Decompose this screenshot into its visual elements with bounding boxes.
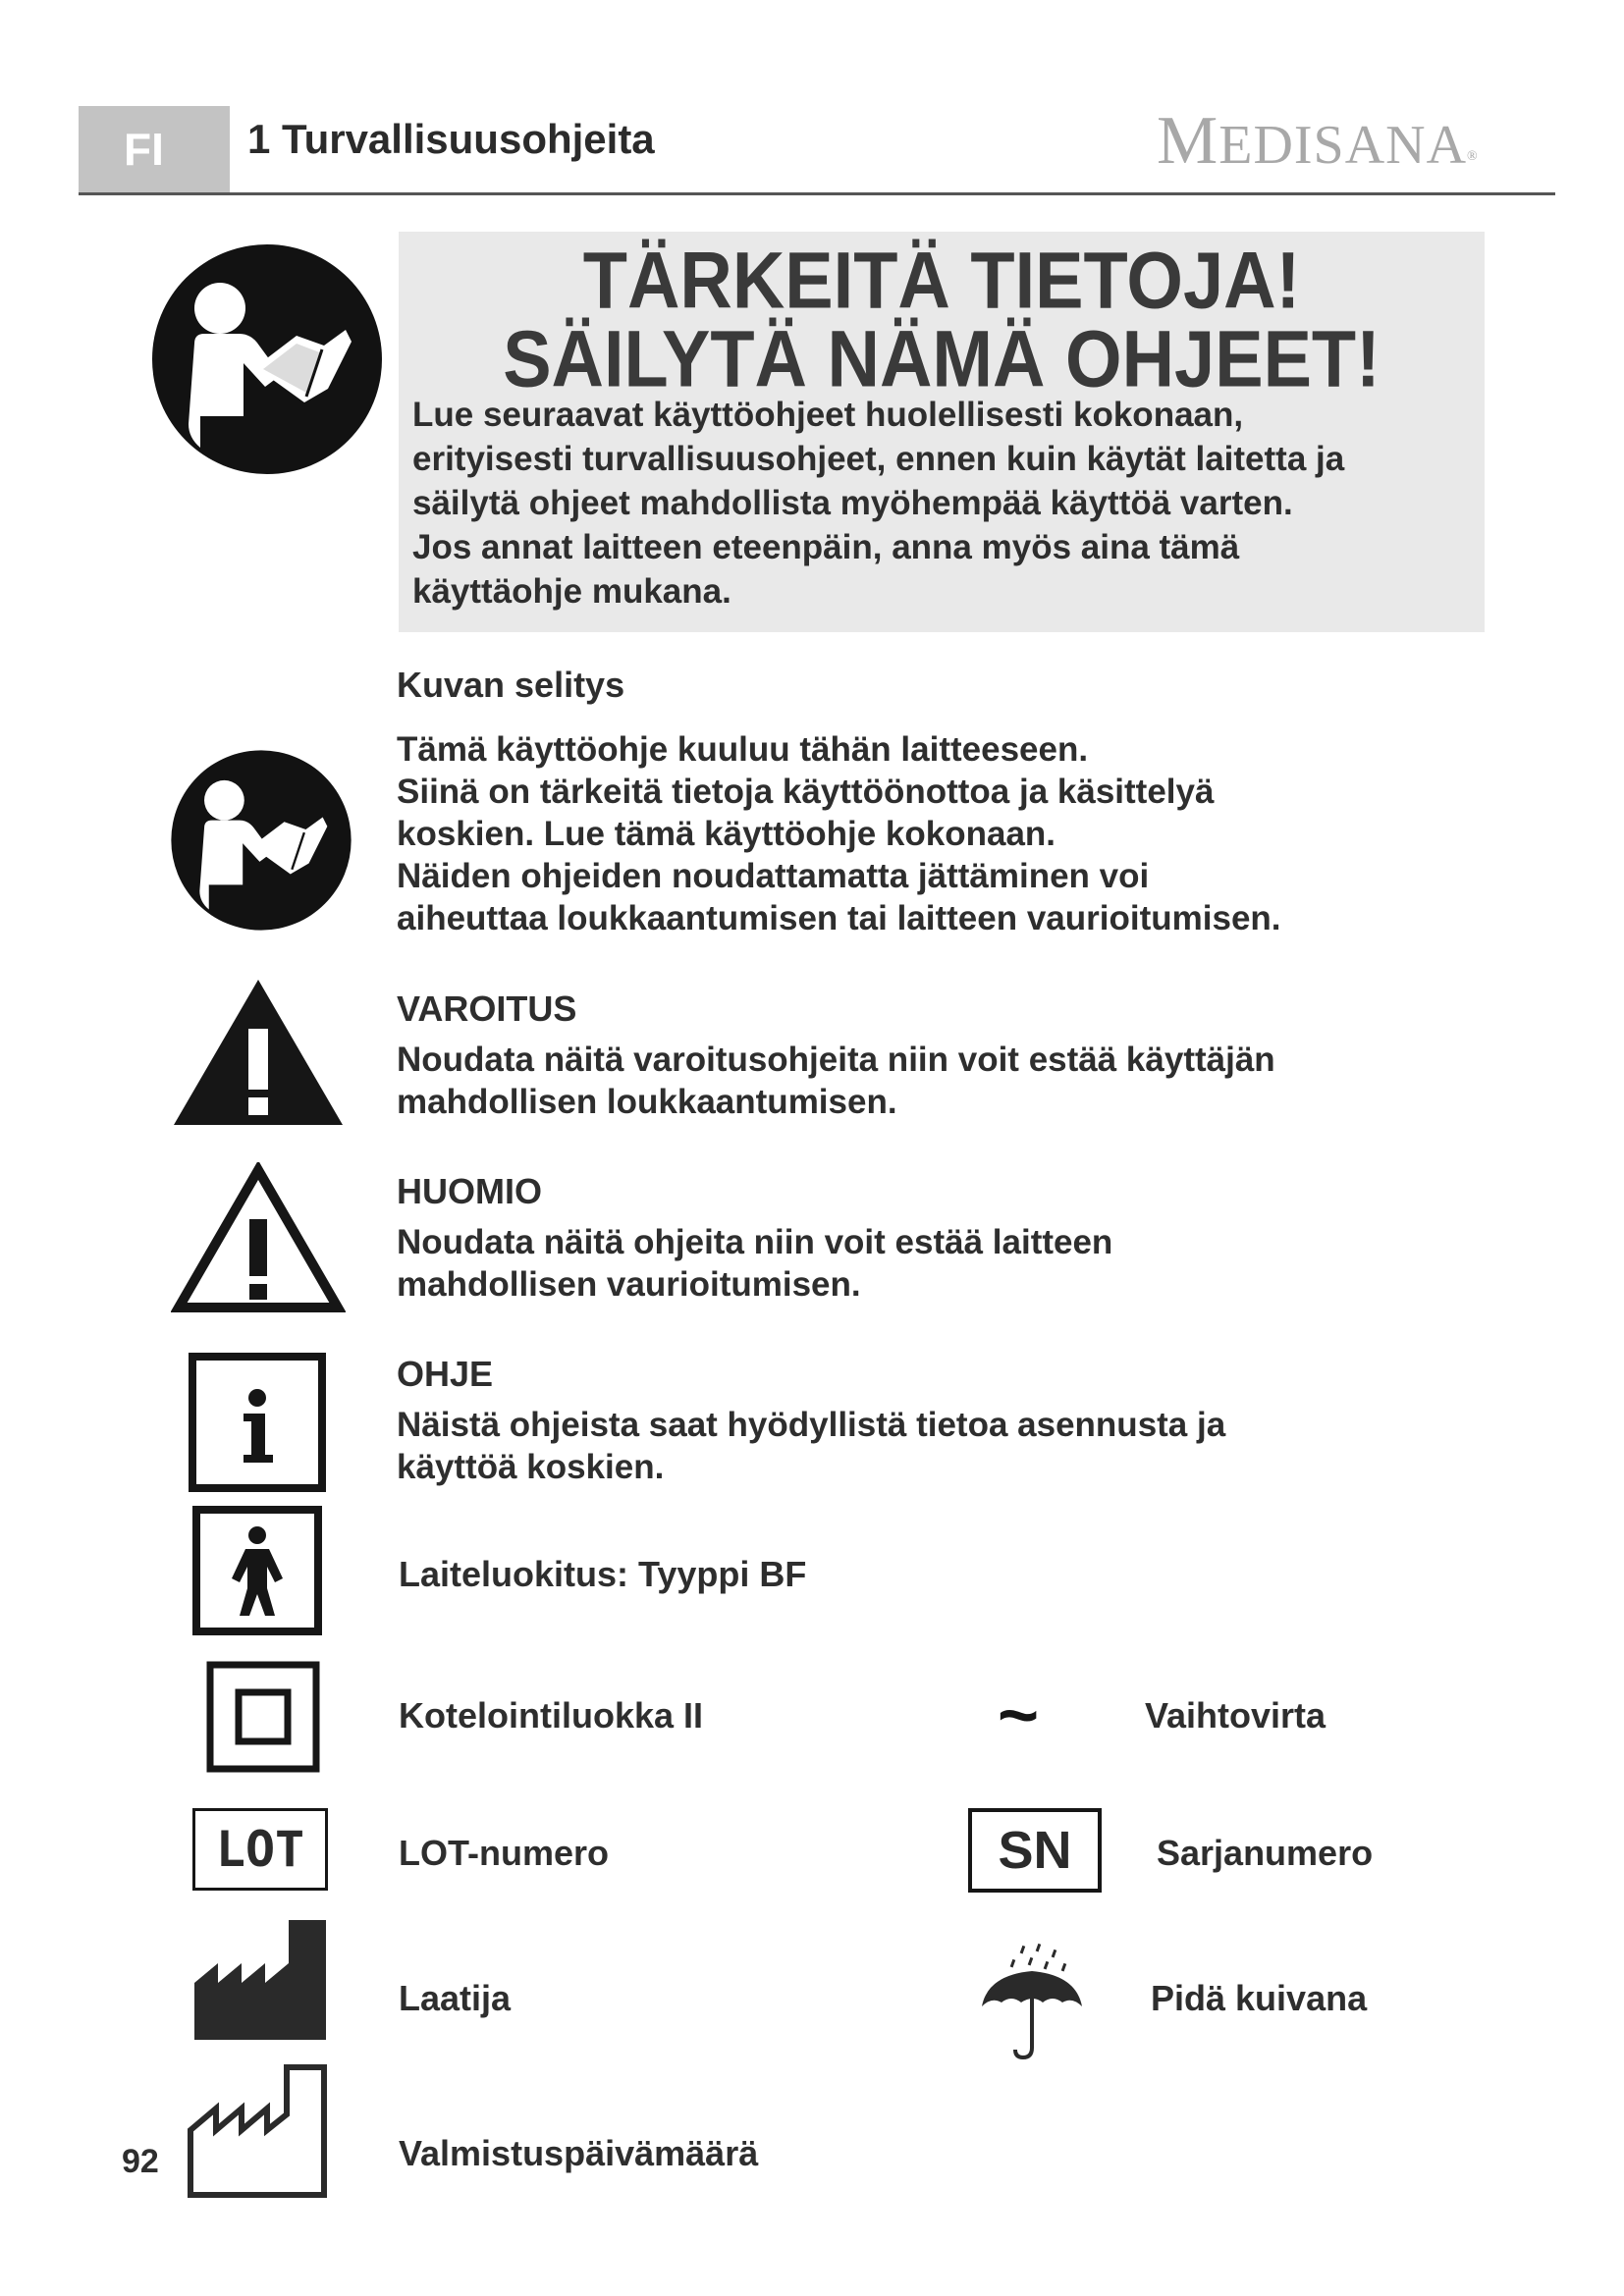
ac-label: Vaihtovirta: [1145, 1695, 1326, 1735]
important-body: [412, 393, 1481, 614]
note-description: [397, 1404, 1225, 1488]
class-ii-label: Kotelointiluokka II: [399, 1695, 704, 1735]
manufacture-date-icon: [187, 2061, 332, 2199]
manufacturer-icon: [192, 1918, 328, 2042]
brand-logo-rest: EDISANA: [1218, 115, 1468, 176]
important-line: erityisesti turvallisuusohjeet, ennen kuin käytät laitetta ja: [412, 440, 1345, 478]
serial-label: Sarjanumero: [1157, 1833, 1374, 1873]
warning-icon: [171, 976, 346, 1129]
caution-description: [397, 1221, 1112, 1306]
read-manual-icon: [149, 241, 385, 477]
info-icon: [189, 1353, 326, 1492]
warning-line: mahdollisen loukkaantumisen.: [397, 1083, 897, 1121]
lot-label: LOT-numero: [399, 1833, 609, 1873]
note-line: käyttöä koskien.: [397, 1448, 665, 1486]
brand-logo: [1157, 102, 1479, 185]
manual-line: aiheuttaa loukkaantumisen tai laitteen vaurioitumisen.: [397, 899, 1281, 937]
important-line: Jos annat laitteen eteenpäin, anna myös aina tämä: [412, 528, 1240, 566]
brand-logo-initial: M: [1157, 103, 1219, 179]
caution-title: HUOMIO: [397, 1171, 542, 1211]
note-line: Näistä ohjeista saat hyödyllistä tietoa asennusta ja: [397, 1406, 1226, 1444]
read-manual-icon: [169, 748, 353, 933]
class-ii-icon: [206, 1661, 320, 1773]
warning-title: VAROITUS: [397, 988, 577, 1029]
legend-heading: Kuvan selitys: [397, 665, 625, 705]
important-line: käyttäohje mukana.: [412, 572, 731, 611]
section-title: 1 Turvallisuusohjeita: [247, 116, 655, 162]
language-tab: FI: [79, 106, 230, 192]
manual-line: Näiden ohjeiden noudattamatta jättäminen voi: [397, 857, 1150, 895]
warning-line: Noudata näitä varoitusohjeita niin voit estää käyttäjän: [397, 1041, 1275, 1079]
ac-icon: ~: [998, 1677, 1040, 1755]
caution-icon: [171, 1162, 346, 1315]
bf-type-label: Laiteluokitus: Tyyppi BF: [399, 1554, 807, 1594]
manufacturer-label: Laatija: [399, 1978, 512, 2018]
note-title: OHJE: [397, 1354, 494, 1394]
manual-line: koskien. Lue tämä käyttöohje kokonaan.: [397, 815, 1056, 853]
page-number: 92: [122, 2143, 159, 2180]
registered-mark: ®: [1467, 149, 1479, 164]
lot-icon: LOT: [192, 1808, 328, 1891]
caution-line: Noudata näitä ohjeita niin voit estää laitteen: [397, 1223, 1113, 1261]
important-line: säilytä ohjeet mahdollista myöhempää käyttöä varten.: [412, 484, 1293, 522]
keep-dry-icon: [978, 1942, 1086, 2063]
bf-type-icon: [192, 1506, 322, 1635]
keep-dry-label: Pidä kuivana: [1151, 1978, 1368, 2018]
manual-description: [397, 728, 1496, 939]
sn-icon: SN: [968, 1808, 1102, 1893]
manual-line: Siinä on tärkeitä tietoja käyttöönottoa ja käsittelyä: [397, 773, 1215, 811]
caution-line: mahdollisen vaurioitumisen.: [397, 1265, 861, 1304]
keep-instructions-title: SÄILYTÄ NÄMÄ OHJEET!: [503, 313, 1380, 404]
important-line: Lue seuraavat käyttöohjeet huolellisesti kokonaan,: [412, 396, 1244, 434]
important-title: TÄRKEITÄ TIETOJA!: [582, 235, 1301, 326]
warning-description: [397, 1039, 1275, 1123]
manual-line: Tämä käyttöohje kuuluu tähän laitteeseen.: [397, 730, 1089, 769]
header-divider: [79, 192, 1555, 195]
manufacture-date-label: Valmistuspäivämäärä: [399, 2133, 759, 2173]
